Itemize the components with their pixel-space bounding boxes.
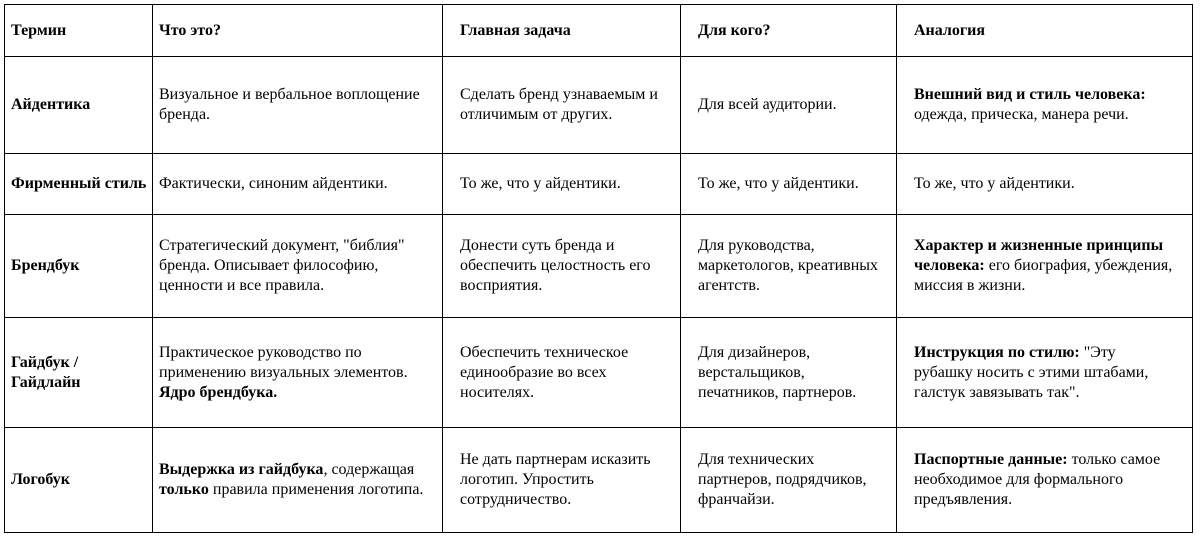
header-for-whom: Для кого? <box>681 5 897 57</box>
header-row <box>5 5 1193 57</box>
header-term: Термин <box>5 5 153 57</box>
header-analogy: Аналогия <box>897 5 1193 57</box>
analogy-bold: Внешний вид и стиль человека: <box>914 86 1146 103</box>
main-task-cell: Не дать партнерам исказить логотип. Упростить сотрудничество. <box>443 428 681 533</box>
what-is-it-text-end: правила применения логотипа. <box>208 481 424 498</box>
what-is-it-text: , содержащая <box>323 461 415 478</box>
for-whom-cell: Для руководства, маркетологов, креативных агентств. <box>681 215 897 318</box>
main-task-cell: Обеспечить техническое единообразие во всех носителях. <box>443 318 681 428</box>
analogy-text: "Эту рубашку носить с этими штабами, галстук завязывать так". <box>914 343 1149 401</box>
term-cell: Логобук <box>5 428 153 533</box>
terms-comparison-table <box>4 4 1193 533</box>
what-is-it-text: Практическое руководство по применению визуальных элементов. <box>159 343 408 381</box>
what-is-it-cell: Фактически, синоним айдентики. <box>153 154 443 215</box>
what-is-it-bold-only: только <box>159 481 209 498</box>
table-row <box>5 154 1193 215</box>
table-row <box>5 57 1193 154</box>
what-is-it-cell: Стратегический документ, "библия" бренда. Описывает философию, ценности и все правила. <box>153 215 443 318</box>
analogy-cell: То же, что у айдентики. <box>897 154 1193 215</box>
for-whom-cell: Для технических партнеров, подрядчиков, франчайзи. <box>681 428 897 533</box>
analogy-cell <box>897 215 1193 318</box>
header-main-task: Главная задача <box>443 5 681 57</box>
main-task-cell: Сделать бренд узнаваемым и отличимым от других. <box>443 57 681 154</box>
analogy-bold: Инструкция по стилю: <box>914 343 1080 361</box>
what-is-it-bold: Выдержка из гайдбука <box>159 461 324 478</box>
what-is-it-cell: Визуальное и вербальное воплощение бренда. <box>153 57 443 154</box>
analogy-bold: Характер и жизненные принципы человека: <box>914 237 1164 274</box>
analogy-cell <box>897 318 1193 428</box>
table-row <box>5 215 1193 318</box>
what-is-it-cell <box>153 318 443 428</box>
main-task-cell: Донести суть бренда и обеспечить целостность его восприятия. <box>443 215 681 318</box>
analogy-cell <box>897 428 1193 533</box>
for-whom-cell: То же, что у айдентики. <box>681 154 897 215</box>
header-what-is-it: Что это? <box>153 5 443 57</box>
term-cell: Брендбук <box>5 215 153 318</box>
term-cell: Айдентика <box>5 57 153 154</box>
term-cell: Фирменный стиль <box>5 154 153 215</box>
term-cell: Гайдбук / Гайдлайн <box>5 318 153 428</box>
analogy-text: одежда, прическа, манера речи. <box>914 106 1129 123</box>
what-is-it-bold: Ядро брендбука. <box>159 383 278 401</box>
analogy-bold: Паспортные данные: <box>914 451 1068 468</box>
table-row <box>5 428 1193 533</box>
analogy-cell <box>897 57 1193 154</box>
for-whom-cell: Для дизайнеров, верстальщиков, печатников, партнеров. <box>681 318 897 428</box>
analogy-text: только самое необходимое для формального предъявления. <box>914 451 1161 508</box>
analogy-text: его биография, убеждения, миссия в жизни. <box>914 257 1173 294</box>
main-task-cell: То же, что у айдентики. <box>443 154 681 215</box>
what-is-it-cell <box>153 428 443 533</box>
for-whom-cell: Для всей аудитории. <box>681 57 897 154</box>
table-row <box>5 318 1193 428</box>
